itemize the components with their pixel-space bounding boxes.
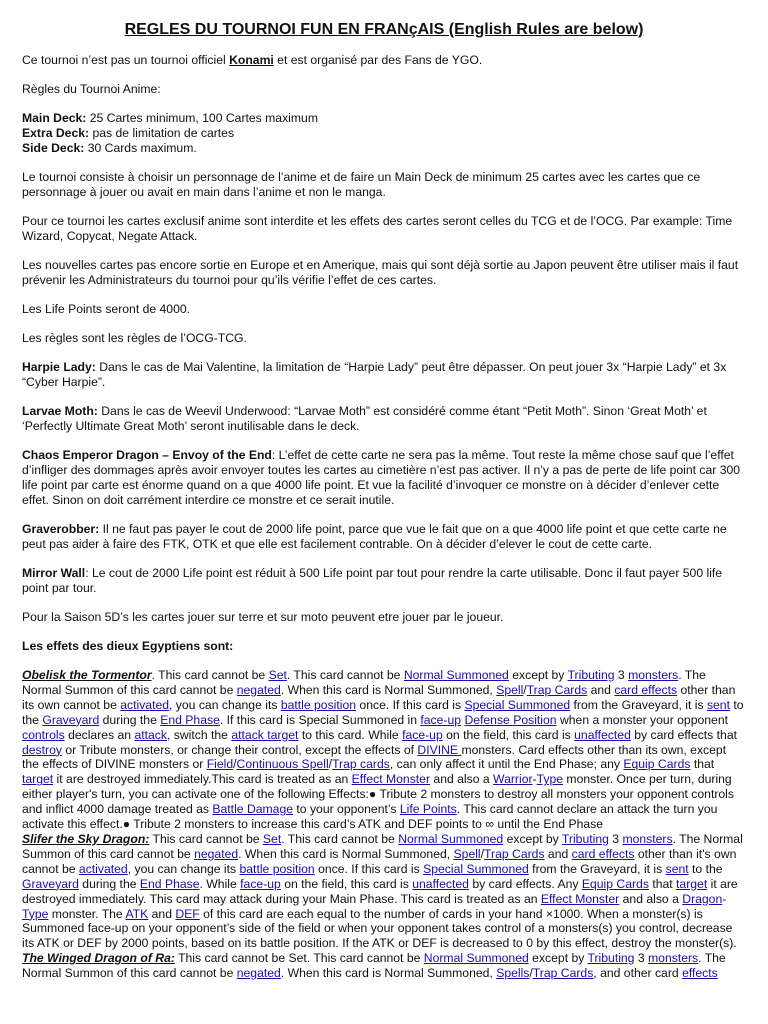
paragraph-rules-source: Les règles sont les règles de l’OCG-TCG. (22, 331, 247, 345)
card-text: on the field, this card is (280, 876, 413, 891)
deck-side: Side Deck: 30 Cards maximum. (22, 141, 197, 155)
card-term-link[interactable]: face-up (240, 876, 281, 891)
deck-limits (22, 111, 746, 156)
card-text: and (544, 846, 572, 861)
card-term-link[interactable]: Type (22, 906, 49, 921)
paragraph-new-cards: Les nouvelles cartes pas encore sortie en Europe et en Amerique, mais qui sont déjà sortie au Japon peuvent être utiliser mais il faut prévenir les Administrateurs du tournoi pour qu’ils vérifie l’effet de ces cartes. (22, 258, 739, 287)
paragraph-life-points: Les Life Points seront de 4000. (22, 302, 191, 316)
paragraph-exclusive-cards: Pour ce tournoi les cartes exclusif anime sont interdite et les effets des cartes seront celles du TCG et de l’OCG. Par example: Time Wizard, Copycat, Negate Attack. (22, 214, 733, 243)
card-text: it are destroyed immediately.This card is treated as an (53, 772, 352, 787)
card-text: , switch the (167, 727, 232, 742)
card-term-link[interactable]: Trap cards (332, 757, 390, 772)
card-text: and (587, 682, 615, 697)
card-text: / (328, 757, 333, 772)
card-text: that (648, 876, 677, 891)
card-term-link[interactable]: Continuous Spell (236, 757, 329, 772)
card-term-link[interactable]: unaffected (574, 727, 631, 742)
card-text: or Tribute monsters, or change their control, except the effects of (61, 742, 418, 757)
card-term-link[interactable]: Effect Monster (540, 891, 620, 906)
card-term-link[interactable]: Special Summoned (423, 861, 529, 876)
card-obelisk (22, 668, 746, 832)
card-name: Slifer the Sky Dragon: (22, 831, 150, 846)
card-term-link[interactable]: Tributing (561, 831, 609, 846)
card-slifer (22, 832, 746, 951)
card-text: / (529, 966, 533, 981)
card-term-link[interactable]: Graveyard (42, 712, 100, 727)
card-term-link[interactable]: DIVINE (417, 742, 462, 757)
card-text: to the (22, 697, 744, 727)
page-title: REGLES DU TOURNOI FUN EN FRANçAIS (English Rules are below) (124, 21, 644, 38)
card-text: . The Normal Summon of this card cannot be (22, 951, 726, 981)
card-text: from the Graveyard, it is (528, 861, 666, 876)
card-text: from the Graveyard, it is (570, 697, 707, 712)
card-term-link[interactable]: Spell (453, 846, 481, 861)
card-text: once. If this card is (314, 861, 424, 876)
card-text: and also a (430, 772, 494, 787)
deck-main: Main Deck: 25 Cartes minimum, 100 Cartes maximum (22, 111, 318, 125)
intro-post: et est organisé par des Fans de YGO. (273, 53, 483, 67)
card-term-link[interactable]: End Phase (160, 712, 220, 727)
card-term-link[interactable]: Set (268, 668, 287, 682)
card-term-link[interactable]: negated (236, 682, 281, 697)
card-term-link[interactable]: Equip Cards (581, 876, 649, 891)
card-text: it are destroyed immediately. This card may attack during your Main Phase. This card is treated as an (22, 876, 738, 906)
card-term-link[interactable]: face-up (402, 727, 443, 742)
card-term-link[interactable]: attack (134, 727, 167, 742)
card-term-link[interactable]: Trap Cards (484, 846, 545, 861)
card-term-link[interactable]: Spells (496, 966, 530, 981)
card-term-link[interactable]: Life Points (399, 802, 457, 817)
card-text: , and other card (593, 966, 683, 981)
card-term-link[interactable]: Trap Cards (526, 682, 588, 697)
card-term-link[interactable]: Set (262, 831, 282, 846)
card-text: 3 (634, 951, 649, 966)
card-text: / (480, 846, 485, 861)
card-text: and (148, 906, 176, 921)
card-name: Obelisk the Tormentor (22, 668, 152, 682)
card-term-link[interactable]: DEF (175, 906, 200, 921)
card-term-link[interactable]: activated (78, 861, 128, 876)
card-term-link[interactable]: monsters (628, 668, 679, 682)
card-term-link[interactable]: Trap Cards (532, 966, 594, 981)
card-text: monster. The (48, 906, 126, 921)
card-text: 3 (614, 668, 629, 682)
gods-heading: Les effets des dieux Egyptiens sont: (22, 639, 234, 653)
card-text: . This card cannot be (286, 668, 404, 682)
card-text: . When this card is Normal Summoned, (280, 682, 497, 697)
card-text: . When this card is Normal Summoned, (280, 966, 497, 981)
card-term-link[interactable]: destroy (22, 742, 62, 757)
card-text: by card effects that (630, 727, 737, 742)
card-text: once. If this card is (356, 697, 465, 712)
card-term-link[interactable]: unaffected (412, 876, 469, 891)
card-text: during the (99, 712, 161, 727)
paragraph-saison-5ds: Pour la Saison 5D’s les cartes jouer sur terre et sur moto peuvent etre jouer par le joueur. (22, 610, 504, 624)
card-text: This card cannot be Set. This card cannot be (174, 951, 424, 966)
intro-pre: Ce tournoi n’est pas un tournoi officiel (22, 53, 230, 67)
card-term-link[interactable]: battle position (280, 697, 357, 712)
card-term-link[interactable]: battle position (239, 861, 315, 876)
card-text: . When this card is Normal Summoned, (238, 846, 454, 861)
card-term-link[interactable]: Warrior (493, 772, 533, 787)
rule-harpie-lady: Harpie Lady: Dans le cas de Mai Valentine, la limitation de “Harpie Lady” peut être dépasser. On peut jouer 3x “Harpie Lady” et 3x “Cyber Harpie”. (22, 360, 727, 389)
card-term-link[interactable]: face-up (420, 712, 462, 727)
card-term-link[interactable]: Tributing (587, 951, 635, 966)
card-name: The Winged Dragon of Ra: (22, 951, 175, 966)
card-term-link[interactable]: negated (194, 846, 239, 861)
card-text: by card effects. Any (468, 876, 582, 891)
card-text: 3 (608, 831, 623, 846)
intro-paragraph (22, 53, 746, 68)
rules-heading: Règles du Tournoi Anime: (22, 82, 161, 96)
card-text: during the (78, 876, 140, 891)
card-term-link[interactable]: target (676, 876, 708, 891)
card-text: , you can change its (127, 861, 240, 876)
card-term-link[interactable]: Normal Summoned (423, 951, 529, 966)
card-text: to the (688, 861, 723, 876)
card-text: monster. Once per turn, during either player's turn, you can activate one of the following Effects:● Tribute 2 monsters to destroy all monsters your opponent controls and inflict 4000 damage treated as (22, 772, 734, 817)
card-term-link[interactable]: sent (665, 861, 689, 876)
card-term-link[interactable]: Equip Cards (623, 757, 691, 772)
card-text: and also a (619, 891, 683, 906)
card-term-link[interactable]: target (22, 772, 54, 787)
card-term-link[interactable]: ATK (125, 906, 149, 921)
rule-mirror-wall: Mirror Wall: Le cout de 2000 Life point est réduit à 500 Life point par tout pour rendre la carte utilisable. Donc il faut payer 500 life point par tour. (22, 566, 723, 595)
card-text: . This card cannot be (151, 668, 269, 682)
card-text: . This card cannot declare an attack the turn you activate this effect.● Tribute 2 monsters to increase this card’s ATK and DEF points to ∞ until the End Phase (22, 802, 718, 832)
card-text: except by (508, 668, 568, 682)
card-text: . While (199, 876, 241, 891)
card-text: This card cannot be (149, 831, 263, 846)
card-term-link[interactable]: attack target (231, 727, 299, 742)
card-term-link[interactable]: negated (236, 966, 281, 981)
card-text: of this card are each equal to the number of cards in your hand ×1000. When a monster(s) is Summoned face-up on your opponent’s side of the field or when your opponent takes control of a monsters(s) you control, decrease its ATK or DEF by 2000 points, based on its battle position. If the ATK or DEF is decreased to 0 by this effect, destroy the monster(s). (22, 906, 737, 951)
card-term-link[interactable]: monsters (622, 831, 673, 846)
card-text: monsters. Card effects other than its own, except the effects of DIVINE monsters or (22, 742, 727, 772)
card-text: except by (503, 831, 562, 846)
card-term-link[interactable]: Type (536, 772, 564, 787)
card-term-link[interactable]: End Phase (139, 876, 200, 891)
deck-extra: Extra Deck: pas de limitation de cartes (22, 126, 235, 140)
card-text: other than it's own cannot be (22, 846, 737, 876)
card-text: other than its own cannot be (22, 682, 736, 712)
god-cards (22, 668, 746, 981)
card-text: , you can change its (169, 697, 281, 712)
card-text: . The Normal Summon of this card cannot be (22, 831, 743, 861)
card-term-link[interactable]: activated (120, 697, 170, 712)
card-text: declares an (64, 727, 135, 742)
card-text: . If this card is Special Summoned in (219, 712, 421, 727)
card-text: except by (528, 951, 588, 966)
card-term-link[interactable]: card effects (614, 682, 678, 697)
card-term-link[interactable]: Graveyard (22, 876, 79, 891)
rule-graverobber: Graverobber: Il ne faut pas payer le cout de 2000 life point, parce que vue le fait que on a que 4000 life point et que cette carte ne peut pas aider à faire des FTK, OTK et que elle est facilement contrable. On à décider d’elever le cout de cette carte. (22, 522, 727, 551)
card-text: , can only affect it until the End Phase; any (389, 757, 624, 772)
card-term-link[interactable]: sent (706, 697, 730, 712)
card-term-link[interactable]: controls (22, 727, 65, 742)
card-term-link[interactable]: Effect Monster (351, 772, 431, 787)
card-text: / (233, 757, 237, 772)
card-term-link[interactable]: Dragon (682, 891, 723, 906)
card-term-link[interactable]: Defense Position (464, 712, 557, 727)
card-term-link[interactable]: card effects (571, 846, 635, 861)
paragraph-concept: Le tournoi consiste à choisir un personnage de l’anime et de faire un Main Deck de minimum 25 cartes avec les cartes que ce personnage à jouer ou avait en main dans l’anime et non le manga. (22, 170, 701, 199)
card-text: . The Normal Summon of this card cannot be (22, 668, 706, 697)
card-term-link[interactable]: Tributing (567, 668, 615, 682)
card-term-link[interactable]: Normal Summoned (398, 831, 504, 846)
card-text: - (532, 772, 537, 787)
card-winged-dragon-ra (22, 951, 746, 981)
card-text: when a monster your opponent (556, 712, 728, 727)
card-term-link[interactable]: monsters (648, 951, 699, 966)
konami-brand: Konami (229, 53, 274, 67)
card-text: / (523, 682, 527, 697)
card-term-link[interactable]: Special Summoned (464, 697, 571, 712)
card-term-link[interactable]: Normal Summoned (403, 668, 509, 682)
card-text: that (690, 757, 715, 772)
card-term-link[interactable]: effects (682, 966, 718, 981)
card-term-link[interactable]: Spell (496, 682, 524, 697)
card-text: - (722, 891, 727, 906)
card-text: to this card. While (298, 727, 403, 742)
card-text: . This card cannot be (281, 831, 399, 846)
card-term-link[interactable]: Field (206, 757, 234, 772)
card-term-link[interactable]: Battle Damage (212, 802, 294, 817)
card-text: to your opponent’s (293, 802, 400, 817)
rule-larvae-moth: Larvae Moth: Dans le cas de Weevil Underwood: “Larvae Moth” est considéré comme étant “Petit Moth”. Sinon ‘Great Moth’ et ‘Perfectly Ultimate Great Moth’ seront inutilisable dans le deck. (22, 404, 707, 433)
rule-chaos-emperor-dragon: Chaos Emperor Dragon – Envoy of the End: L’effet de cette carte ne sera pas la même. Tout reste la même chose sauf que l’effet d’infliger des dommages après avoir envoyer toutes les cartes au cimetière n’est pas activer. Il n’y a pas de perte de life point car 300 life point par carte est énorme quand on a que 4000 life point. Et vue la facilité d’invoquer ce monstre on à décider d’enlever cette effet. Sinon on doit carrément interdire ce monstre et ce serait inutile. (22, 448, 741, 507)
card-text: on the field, this card is (442, 727, 575, 742)
